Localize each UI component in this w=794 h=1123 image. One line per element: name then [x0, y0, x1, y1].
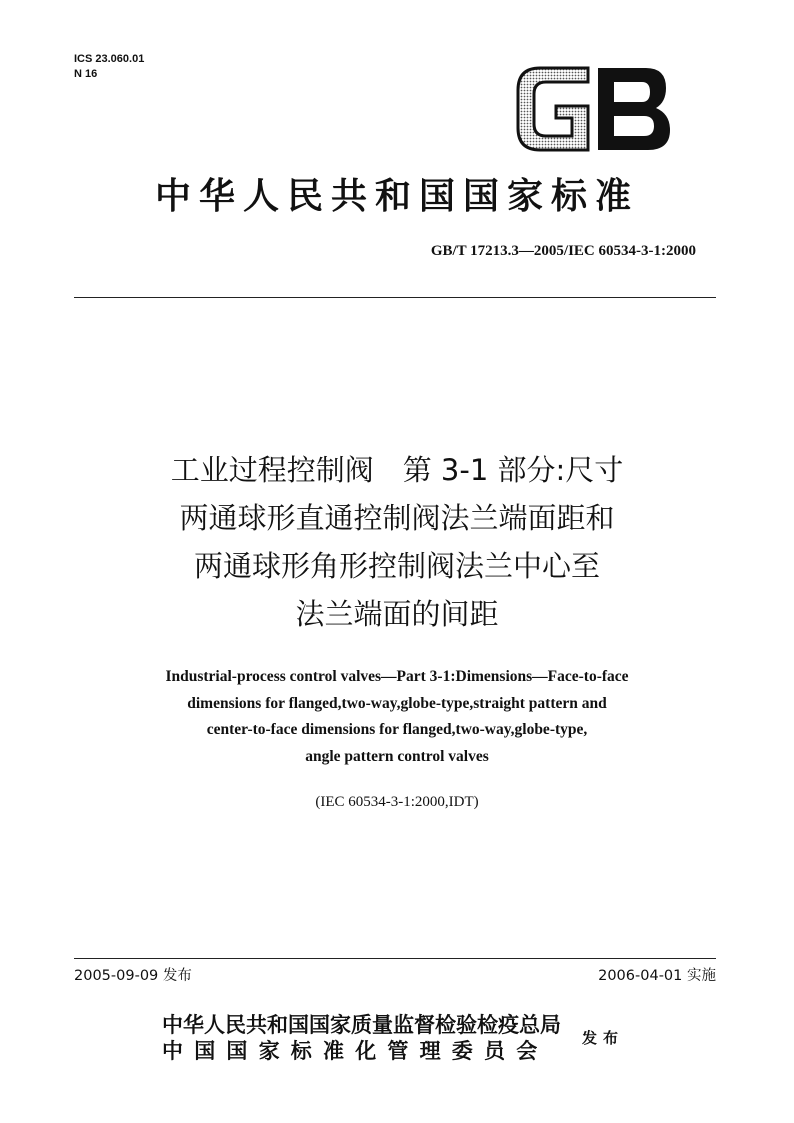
- title-cn-line: 工业过程控制阀 第 3-1 部分:尺寸: [170, 453, 624, 487]
- issuer-line: 中华人民共和国国家质量监督检验检疫总局: [162, 1012, 561, 1037]
- document-title-cn: [0, 446, 794, 638]
- issue-label: 发布: [582, 1029, 625, 1047]
- divider-bottom: [74, 958, 716, 959]
- ccs-code: N 16: [74, 68, 98, 80]
- divider-top: [74, 297, 716, 298]
- title-cn-line: 法兰端面的间距: [295, 597, 499, 631]
- document-title-en: [0, 664, 794, 770]
- title-cn-line: 两通球形角形控制阀法兰中心至: [193, 549, 600, 583]
- gb-logo: [514, 62, 674, 156]
- title-en-line: dimensions for flanged,two-way,globe-type,straight pattern and: [187, 694, 607, 712]
- publish-date: 2005-09-09 发布: [74, 968, 192, 984]
- standard-number: GB/T 17213.3—2005/IEC 60534-3-1:2000: [430, 243, 696, 259]
- title-cn-line: 两通球形直通控制阀法兰端面距和: [179, 501, 615, 535]
- adoption-note: (IEC 60534-3-1:2000,IDT): [315, 794, 479, 810]
- issuer-line: 中国国家标准化管理委员会: [162, 1038, 549, 1063]
- issuing-authorities: [162, 1012, 561, 1064]
- title-en-line: angle pattern control valves: [305, 747, 489, 765]
- classification-codes: [74, 52, 144, 82]
- title-en-line: center-to-face dimensions for flanged,two-way,globe-type,: [206, 721, 588, 738]
- national-standard-heading: 中华人民共和国国家标准: [154, 175, 639, 217]
- title-en-line: Industrial-process control valves—Part 3-1:Dimensions—Face-to-face: [165, 668, 629, 685]
- implementation-date: 2006-04-01 实施: [598, 968, 716, 984]
- ics-code: ICS 23.060.01: [74, 53, 145, 65]
